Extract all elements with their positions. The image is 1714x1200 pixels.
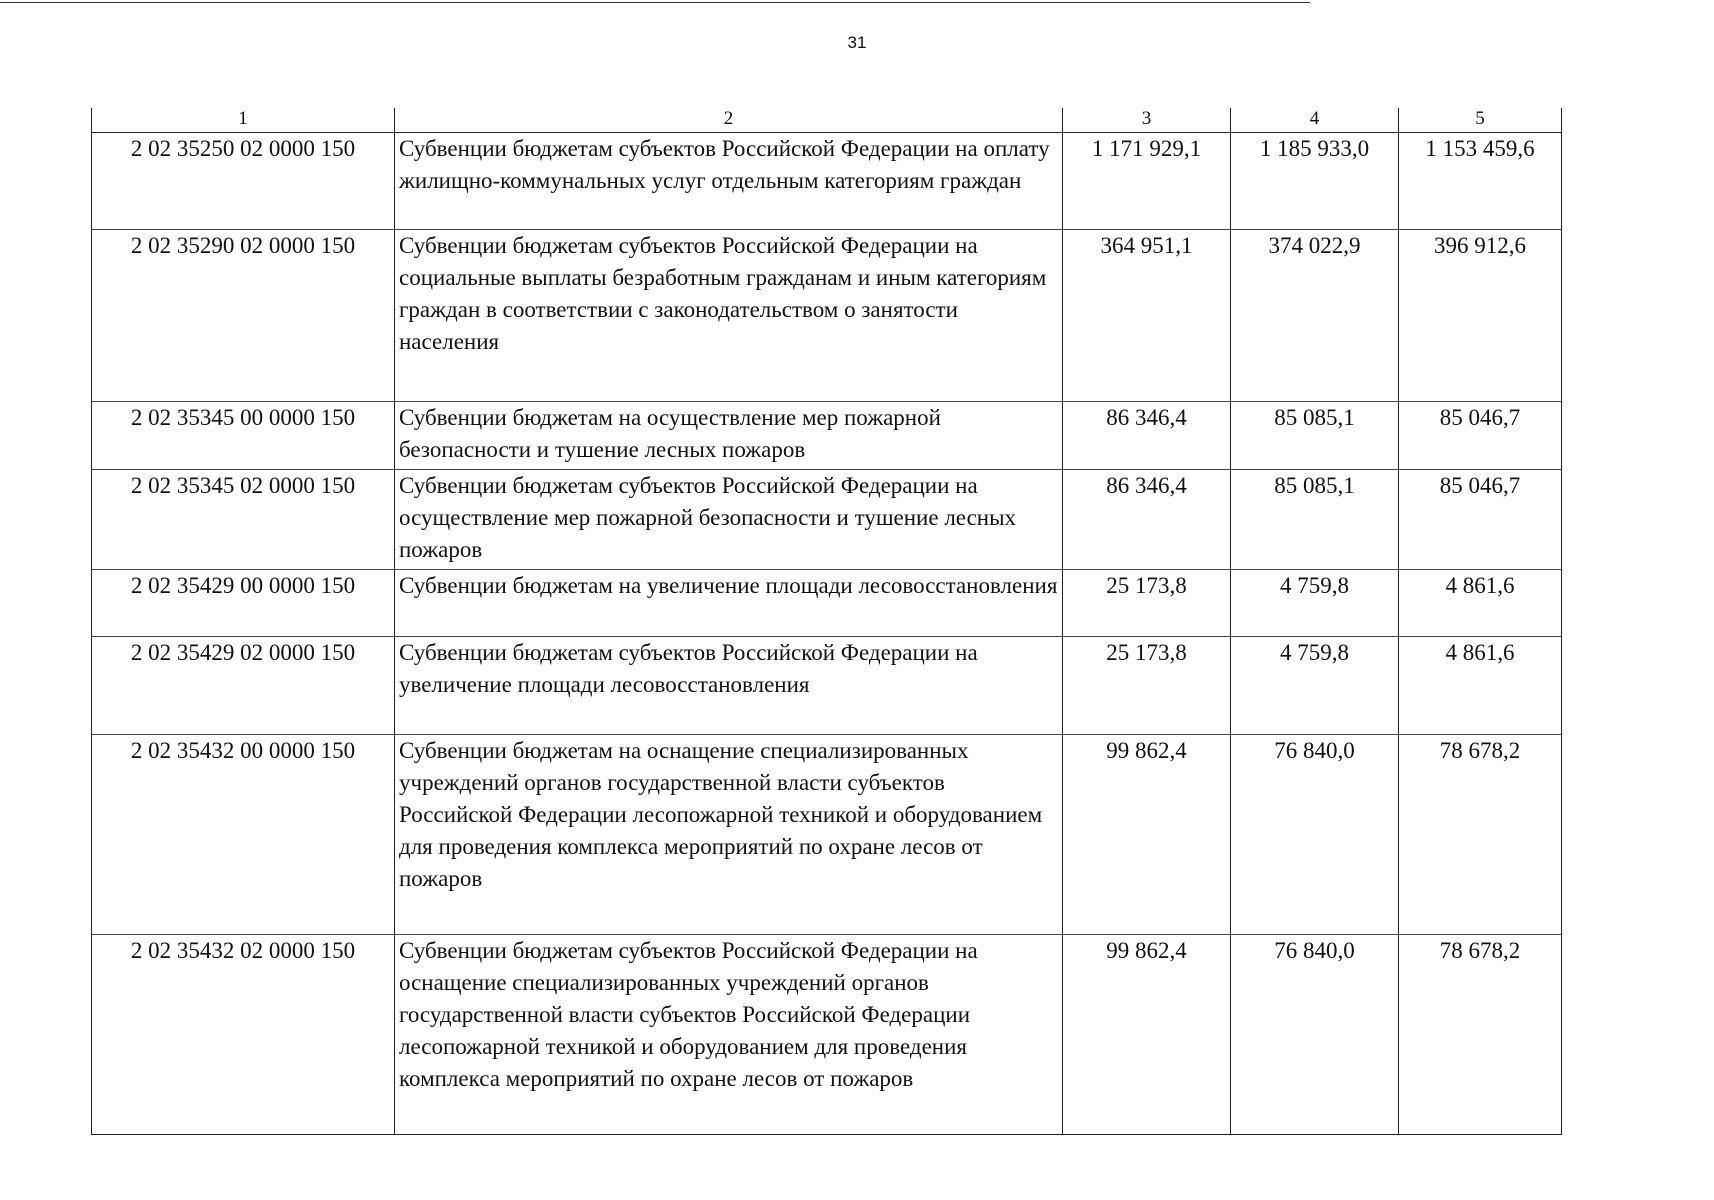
header-col-1: 1 <box>92 108 395 133</box>
budget-table-container <box>91 108 1561 1146</box>
budget-table <box>91 108 1562 1135</box>
row-code: 2 02 35429 02 0000 150 <box>92 637 395 735</box>
table-header-row <box>92 108 1562 133</box>
header-col-3: 3 <box>1063 108 1231 133</box>
row-value-col-3: 99 862,4 <box>1063 735 1231 935</box>
row-code: 2 02 35290 02 0000 150 <box>92 230 395 402</box>
header-col-2: 2 <box>395 108 1063 133</box>
row-value-col-4: 85 085,1 <box>1231 402 1399 470</box>
table-row <box>92 230 1562 402</box>
row-value-col-3: 1 171 929,1 <box>1063 133 1231 230</box>
page-number: 31 <box>847 33 867 52</box>
row-value-col-5: 4 861,6 <box>1399 637 1562 735</box>
table-row <box>92 570 1562 637</box>
table-row <box>92 402 1562 470</box>
row-code: 2 02 35250 02 0000 150 <box>92 133 395 230</box>
row-value-col-4: 374 022,9 <box>1231 230 1399 402</box>
row-value-col-5: 1 153 459,6 <box>1399 133 1562 230</box>
top-rule <box>0 2 1310 3</box>
row-code: 2 02 35429 00 0000 150 <box>92 570 395 637</box>
row-name: Субвенции бюджетам субъектов Российской Федерации на оплату жилищно-коммунальных услуг отдельным категориям граждан <box>395 133 1063 230</box>
row-value-col-5: 78 678,2 <box>1399 735 1562 935</box>
row-value-col-4: 4 759,8 <box>1231 637 1399 735</box>
table-row <box>92 470 1562 570</box>
row-value-col-3: 86 346,4 <box>1063 402 1231 470</box>
row-value-col-3: 364 951,1 <box>1063 230 1231 402</box>
row-name: Субвенции бюджетам на осуществление мер пожарной безопасности и тушение лесных пожаров <box>395 402 1063 470</box>
row-value-col-5: 4 861,6 <box>1399 570 1562 637</box>
row-name: Субвенции бюджетам на оснащение специализированных учреждений органов государственной власти субъектов Российской Федерации лесопожарной техникой и оборудованием для проведения комплекса мероприятий по охране лесов от пожаров <box>395 735 1063 935</box>
row-value-col-5: 396 912,6 <box>1399 230 1562 402</box>
row-value-col-5: 85 046,7 <box>1399 470 1562 570</box>
row-value-col-4: 76 840,0 <box>1231 735 1399 935</box>
row-value-col-3: 25 173,8 <box>1063 570 1231 637</box>
row-code: 2 02 35345 00 0000 150 <box>92 402 395 470</box>
row-name: Субвенции бюджетам субъектов Российской Федерации на увеличение площади лесовосстановления <box>395 637 1063 735</box>
table-row <box>92 735 1562 935</box>
header-col-5: 5 <box>1399 108 1562 133</box>
row-code: 2 02 35432 02 0000 150 <box>92 935 395 1135</box>
table-row <box>92 935 1562 1135</box>
table-row <box>92 637 1562 735</box>
row-name: Субвенции бюджетам на увеличение площади лесовосстановления <box>395 570 1063 637</box>
row-value-col-5: 85 046,7 <box>1399 402 1562 470</box>
row-code: 2 02 35432 00 0000 150 <box>92 735 395 935</box>
row-value-col-4: 85 085,1 <box>1231 470 1399 570</box>
row-value-col-4: 76 840,0 <box>1231 935 1399 1135</box>
table-row <box>92 133 1562 230</box>
row-code: 2 02 35345 02 0000 150 <box>92 470 395 570</box>
header-col-4: 4 <box>1231 108 1399 133</box>
row-name: Субвенции бюджетам субъектов Российской Федерации на осуществление мер пожарной безопасности и тушение лесных пожаров <box>395 470 1063 570</box>
row-value-col-3: 86 346,4 <box>1063 470 1231 570</box>
row-value-col-4: 1 185 933,0 <box>1231 133 1399 230</box>
row-value-col-5: 78 678,2 <box>1399 935 1562 1135</box>
row-name: Субвенции бюджетам субъектов Российской Федерации на оснащение специализированных учреждений органов государственной власти субъектов Российской Федерации лесопожарной техникой и оборудованием для проведения комплекса мероприятий по охране лесов от пожаров <box>395 935 1063 1135</box>
row-value-col-3: 25 173,8 <box>1063 637 1231 735</box>
row-value-col-4: 4 759,8 <box>1231 570 1399 637</box>
row-name: Субвенции бюджетам субъектов Российской Федерации на социальные выплаты безработным гражданам и иным категориям граждан в соответствии с законодательством о занятости населения <box>395 230 1063 402</box>
row-value-col-3: 99 862,4 <box>1063 935 1231 1135</box>
